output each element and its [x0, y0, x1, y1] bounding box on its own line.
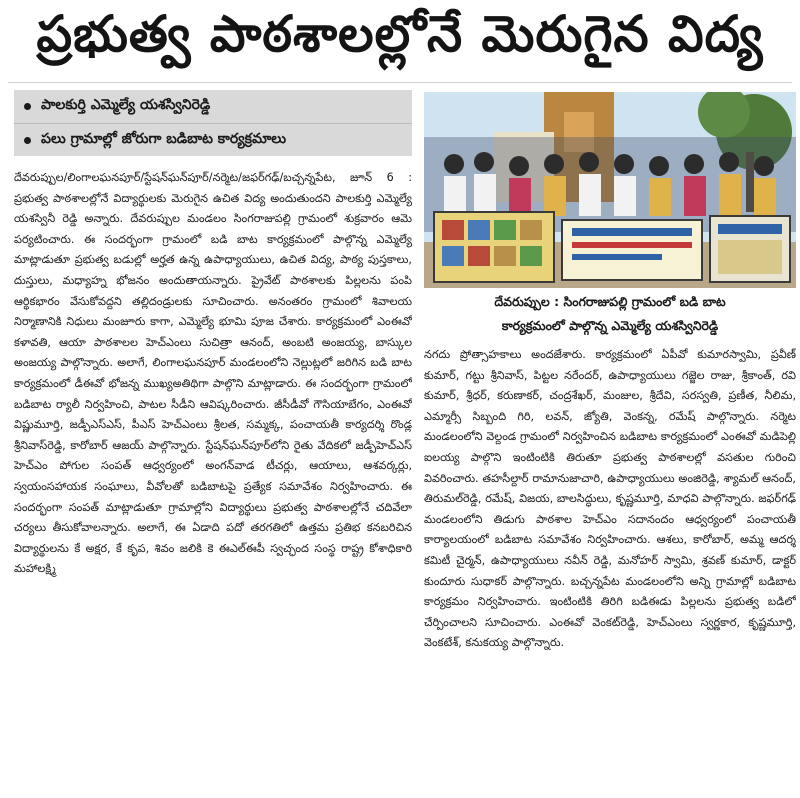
headline: ప్రభుత్వ పాఠశాలల్లోనే మెరుగైన విద్య — [36, 4, 764, 63]
highlights-box — [14, 90, 412, 156]
highlight-text: పాలకుర్తి ఎమ్మెల్యే యశస్వినిరెడ్డి — [41, 97, 211, 113]
highlight-item — [14, 90, 412, 123]
article-body-left: దేవరుప్పుల/లింగాలఘనపూర్/స్టేషన్‌ఘన్‌పూర్/నర్మెట/జఫర్‌గఢ్/బచ్చన్నపేట, జూన్ 6 : ప్రభుత్వ పాఠశాలల్లోనే విద్యార్థులకు మెరుగైన ఉచిత విద్య అందుతుందని పాలకుర్తి ఎమ్మెల్యే యశస్వినీ రెడ్డి అన్నారు. దేవరుప్పుల మండలం సింగరాజుపల్లి గ్రామంలో శుక్రవారం ఆమె పర్యటించారు. ఈ సందర్భంగా గ్రామంలో బడి బాట కార్యక్రమంలో పాల్గొన్న ఎమ్మెల్యే మాట్లాడుతూ ప్రభుత్వ బడుల్లో అర్హత ఉన్న ఉపాధ్యాయులు, ఉచిత విద్య, పాఠ్య పుస్తకాలు, దుస్తులు, మధ్యాహ్న భోజనం అందుతాయన్నారు. ప్రైవేట్ పాఠశాలకు పిల్లలను పంపి ఆర్థికభారం వేసుకోవద్దని తల్లిదండ్రులకు సూచించారు. అనంతరం గ్రామంలో శివాలయ నిర్మాణానికి నిధులు మంజూరు కాగా, ఎమ్మెల్యే భూమి పూజ చేశారు. కార్యక్రమంలో ఎంఈవో కళావతి, ఆయా పాఠశాలల హెచ్‌ఎంలు సుచిత్రా ఆనంద్, అంబటి అంజయ్య, బాస్కుల అంజయ్య పాల్గొన్నారు. అలాగే, లింగాలఘనపూర్ మండలంలోని నెల్లుట్లలో జరిగిన బడి బాట కార్యక్రమంలో డీఈవో భోజన్న ముఖ్యఅతిథిగా పాల్గొని మాట్లాడారు. ఈ సందర్భంగా గ్రామంలో బడిబాట ర్యాలీ నిర్వహించి, పాటల సీడీని ఆవిష్కరించారు. జీసీడీవో గౌసియాబేగం, ఎంఈవో విష్ణుమూర్తి, జడ్పీఎస్‌ఎస్, పీఎస్ హెచ్‌ఎంలు శ్రీలత, సమ్మక్క, పంచాయతీ కార్యదర్శి రొండ్ల శ్రీనివాస్‌రెడ్డి, కారోబార్ ఆజయ్ పాల్గొన్నారు. స్టేషన్‌ఘన్‌పూర్‌లోని రైతు వేదికలో జడ్పీహెచ్‌ఎస్ హెచ్‌ఎం పోగుల సంపత్ ఆధ్వర్యంలో అంగన్‌వాడ టీచర్లు, ఆయాలు, ఆశవర్కర్లు, స్వయంసహాయక సంఘాలు, వీవోలతో బడిబాటపై ప్రత్యేక సమావేశం నిర్వహించారు. ఈ సందర్భంగా సంపత్ మాట్లాడుతూ గ్రామాల్లోని విద్యార్థులు ప్రభుత్వ పాఠశాలల్లోనే చదివేలా చర్యలు తీసుకోవాలన్నారు. అలాగే, ఈ ఏడాది పదో తరగతిలో ఉత్తమ ప్రతిభ కనబరిచిన విద్యార్థులను కే అక్షర, కే కృప, శివం జలికి కె ఈఎల్‌ఈపీ స్వచ్ఛంద సంస్థ రాష్ట్ర కోశాధికారి మహాలక్ష్మి — [14, 171, 412, 576]
article-body-right: నగదు ప్రోత్సాహకాలు అందజేశారు. కార్యక్రమంలో ఏపీవో కుమారస్వామి, ప్రవీణ్ కుమార్, గట్టు శ్రీనివాస్, పిట్టల నరేందర్, ఉపాధ్యాయులు గజ్జెల రాజు, శ్రీకాంత్, రవి కుమార్, శ్రీధర్, కరుణాకర్, చంద్రశేఖర్, మంజుల, శ్రీదేవి, సరస్వతి, ప్రణీత, నీలిమ, ఎమ్మార్సీ సిబ్బంది గిరి, లవన్, జ్యోతి, వెంకన్న, రమేష్ పాల్గొన్నారు. నర్మెట మండలంలోని వెల్దండ గ్రామంలో నిర్వహించిన బడిబాట కార్యక్రమంలో ఎంఈవో మడిపెల్లి ఐలయ్య పాల్గొని ఇంటింటికి తిరుతూ ప్రభుత్వ పాఠశాలల్లో వసతుల గురించి వివరించారు. తహసీల్దార్ రామానుజాచారి, ఉపాధ్యాయులు అంజిరెడ్డి, శ్యామల్ ఆనంద్, తిరుమల్‌రెడ్డి, రమేష్, విజయ, బాలసిద్ధులు, కృష్ణమూర్తి, మాధవి పాల్గొన్నారు. జఫర్‌గఢ్ మండలంలోని తిడుగు పాఠశాల హెచ్‌ఎం సదానందం ఆధ్వర్యంలో పంచాయతీ కార్యాలయంలో బడిబాట సమావేశం నిర్వహించారు. ఆశలు, కారోబార్, అమ్మ ఆదర్శ కమిటీ చైర్మన్, ఉపాధ్యాయులు నవీన్ రెడ్డి, మనోహర్ స్వామి, శ్రవణ్ కుమార్, డాక్టర్ కుందూరు సుధాకర్ పాల్గొన్నారు. బచ్చన్నపేట మండలంలోని అన్ని గ్రామాల్లో బడిబాట కార్యక్రమం నిర్వహించారు. ఇంటింటికి తిరిగి బడిఈడు పిల్లలను ప్రభుత్వ బడిలో చేర్పించాలని సూచించారు. ఎంఈవో వెంకట్‌రెడ్డి, హెచ్‌ఎంలు స్వర్ణకార, కృష్ణమూర్తి, వెంకటేశ్, కనుకయ్య పాల్గొన్నారు. — [424, 348, 796, 650]
photo-caption-line: కార్యక్రమంలో పాల్గొన్న ఎమ్మెల్యే యశస్వినిరెడ్డి — [501, 318, 719, 333]
bullet-icon — [24, 103, 31, 110]
news-photo — [424, 92, 796, 288]
news-photo-illustration — [424, 92, 796, 288]
highlight-item — [14, 123, 412, 157]
photo-caption — [424, 290, 796, 342]
photo-caption-line: దేవరుప్పుల : సింగరాజుపల్లి గ్రామంలో బడి బాట — [494, 294, 726, 309]
headline-divider — [8, 82, 792, 83]
highlight-text: పలు గ్రామాల్లో జోరుగా బడిబాట కార్యక్రమాలు — [41, 131, 287, 147]
bullet-icon — [24, 137, 31, 144]
